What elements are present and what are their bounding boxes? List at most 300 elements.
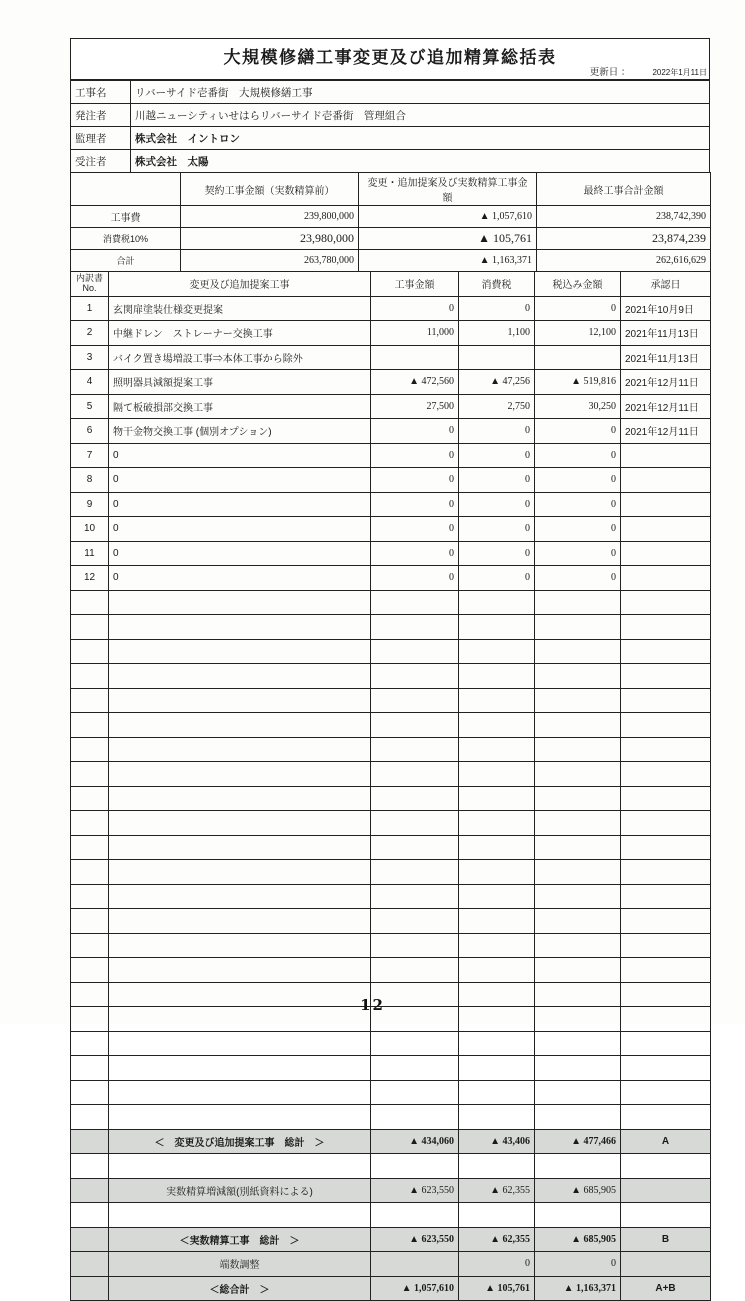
blank-cell [371,590,459,615]
table-row [71,228,711,250]
totals-row-actual-adjust [71,1178,711,1203]
blank-row [71,762,711,787]
blank-cell [371,933,459,958]
blank-cell [459,835,535,860]
cell-amount: 0 [371,517,459,542]
cell-name: 中継ドレン ストレーナー交換工事 [109,321,371,346]
table-row [71,492,711,517]
table-row [71,370,711,395]
info-label-3: 受注者 [71,150,131,173]
cell-date: 2021年12月11日 [621,394,711,419]
summary-final-1: 23,874,239 [537,228,711,250]
spacer-cell [535,1203,621,1228]
actual-adjust-spacer [71,1178,109,1203]
cell-tax: 0 [459,443,535,468]
blank-cell [535,590,621,615]
blank-cell [71,835,109,860]
summary-final-0: 238,742,390 [537,206,711,228]
blank-cell [109,615,371,640]
blank-cell [71,615,109,640]
blank-cell [621,909,711,934]
rounding-tag [621,1252,711,1277]
blank-cell [71,639,109,664]
rounding-spacer [71,1252,109,1277]
blank-cell [71,590,109,615]
cell-total: 0 [535,541,621,566]
blank-row [71,639,711,664]
cell-total: 0 [535,443,621,468]
spacer-cell [371,1154,459,1179]
summary-contract-2: 263,780,000 [181,250,359,272]
blank-cell [459,1056,535,1081]
header-no-line2: No. [75,284,104,293]
cell-tax: 0 [459,541,535,566]
blank-row [71,1031,711,1056]
blank-cell [109,958,371,983]
blank-cell [109,1031,371,1056]
project-info-table [70,80,710,173]
cell-total: 0 [535,492,621,517]
table-row [71,321,711,346]
blank-cell [535,664,621,689]
spacer-cell [71,1154,109,1179]
cell-name: バイク置き場増設工事⇒本体工事から除外 [109,345,371,370]
cell-name: 0 [109,541,371,566]
blank-cell [109,786,371,811]
blank-cell [371,615,459,640]
info-value-2: 株式会社 イントロン [131,127,710,150]
blank-cell [109,737,371,762]
cell-total: 0 [535,517,621,542]
blank-cell [371,860,459,885]
cell-date [621,566,711,591]
cell-name: 玄関扉塗装仕様変更提案 [109,296,371,321]
blank-cell [109,909,371,934]
cell-tax: 0 [459,492,535,517]
cell-no: 1 [71,296,109,321]
totals-row-grand [71,1276,711,1301]
cell-name: 0 [109,517,371,542]
summary-sheet [70,38,710,1301]
summary-label-1: 消費税10% [71,228,181,250]
cell-no: 5 [71,394,109,419]
blank-cell [109,664,371,689]
blank-row [71,615,711,640]
blank-cell [621,639,711,664]
summary-change-0: ▲ 1,057,610 [359,206,537,228]
cell-name: 0 [109,566,371,591]
table-row [71,419,711,444]
blank-cell [371,737,459,762]
cell-total: 0 [535,468,621,493]
blank-cell [109,713,371,738]
cell-date: 2021年11月13日 [621,345,711,370]
blank-cell [459,786,535,811]
totals-row-actual [71,1227,711,1252]
grand-spacer [71,1276,109,1301]
cell-date [621,468,711,493]
blank-cell [109,933,371,958]
cell-no: 6 [71,419,109,444]
cell-tax: 1,100 [459,321,535,346]
header-name: 変更及び追加提案工事 [109,272,371,297]
spacer-cell [71,1203,109,1228]
blank-cell [459,811,535,836]
blank-cell [535,933,621,958]
blank-cell [371,786,459,811]
blank-cell [621,688,711,713]
info-value-3: 株式会社 太陽 [131,150,710,173]
blank-row [71,590,711,615]
cell-date: 2021年10月9日 [621,296,711,321]
header-approval: 承認日 [621,272,711,297]
grand-tax: ▲ 105,761 [459,1276,535,1301]
rounding-tax: 0 [459,1252,535,1277]
blank-cell [459,1080,535,1105]
actual-adjust-tax: ▲ 62,355 [459,1178,535,1203]
header-amount: 工事金額 [371,272,459,297]
blank-cell [371,909,459,934]
blank-cell [71,909,109,934]
cell-amount: ▲ 472,560 [371,370,459,395]
blank-row [71,860,711,885]
blank-row [71,811,711,836]
actual-adjust-amount: ▲ 623,550 [371,1178,459,1203]
totals-actual-amount: ▲ 623,550 [371,1227,459,1252]
spacer-cell [621,1154,711,1179]
blank-cell [109,1080,371,1105]
blank-cell [621,811,711,836]
actual-adjust-label: 実数精算増減額(別紙資料による) [109,1178,371,1203]
cell-no: 12 [71,566,109,591]
blank-cell [535,688,621,713]
table-row [71,541,711,566]
cell-name: 物干金物交換工事 (個別オプション) [109,419,371,444]
spacer-cell [535,1154,621,1179]
cell-name: 0 [109,443,371,468]
table-row [71,104,710,127]
blank-cell [535,835,621,860]
cell-tax: 0 [459,566,535,591]
summary-change-2: ▲ 1,163,371 [359,250,537,272]
summary-change-1: ▲ 105,761 [359,228,537,250]
blank-cell [109,1105,371,1130]
blank-cell [371,811,459,836]
blank-cell [109,688,371,713]
blank-cell [71,884,109,909]
blank-cell [71,958,109,983]
blank-row [71,884,711,909]
blank-cell [621,1105,711,1130]
blank-cell [71,737,109,762]
spacer-cell [459,1203,535,1228]
cell-no: 9 [71,492,109,517]
grand-label: ＜総合計 ＞ [109,1276,371,1301]
blank-cell [459,1105,535,1130]
blank-cell [71,713,109,738]
table-row [71,443,711,468]
actual-adjust-total: ▲ 685,905 [535,1178,621,1203]
blank-cell [109,762,371,787]
cell-name: 0 [109,468,371,493]
blank-cell [535,860,621,885]
blank-cell [459,688,535,713]
blank-cell [535,909,621,934]
update-date-value: 2022年1月11日 [652,67,707,78]
cell-no: 8 [71,468,109,493]
blank-cell [621,1031,711,1056]
rounding-amount [371,1252,459,1277]
grand-tag: A+B [621,1276,711,1301]
blank-cell [621,1080,711,1105]
table-row [71,206,711,228]
cell-total: 0 [535,419,621,444]
blank-cell [459,762,535,787]
summary-contract-1: 23,980,000 [181,228,359,250]
blank-cell [71,1031,109,1056]
info-label-2: 監理者 [71,127,131,150]
header-total: 税込み金額 [535,272,621,297]
cell-tax: 0 [459,517,535,542]
blank-row [71,958,711,983]
blank-cell [621,737,711,762]
totals-proposal-tag: A [621,1129,711,1154]
totals-actual-total: ▲ 685,905 [535,1227,621,1252]
spacer-cell [621,1203,711,1228]
info-value-1: 川越ニューシティいせはらリバーサイド壱番街 管理組合 [131,104,710,127]
cell-date: 2021年12月11日 [621,370,711,395]
cell-total: ▲ 519,816 [535,370,621,395]
blank-cell [371,664,459,689]
cell-amount: 0 [371,468,459,493]
totals-proposal-total: ▲ 477,466 [535,1129,621,1154]
cell-amount: 11,000 [371,321,459,346]
blank-cell [459,909,535,934]
cell-date: 2021年12月11日 [621,419,711,444]
cell-tax: 0 [459,419,535,444]
cell-no: 11 [71,541,109,566]
blank-cell [621,590,711,615]
table-row [71,296,711,321]
table-row [71,468,711,493]
totals-table [70,1129,711,1301]
totals-actual-spacer [71,1227,109,1252]
cell-no: 7 [71,443,109,468]
summary-label-0: 工事費 [71,206,181,228]
spacer-cell [371,1203,459,1228]
blank-cell [71,860,109,885]
summary-label-2: 合計 [71,250,181,272]
table-row [71,517,711,542]
page-number: 12 [0,996,745,1014]
blank-cell [371,1056,459,1081]
spacer-row [71,1203,711,1228]
blank-cell [109,835,371,860]
blank-cell [71,1080,109,1105]
cell-name: 隔て板破損部交換工事 [109,394,371,419]
blank-row [71,933,711,958]
blank-cell [371,958,459,983]
blank-cell [459,737,535,762]
table-row [71,345,711,370]
blank-cell [535,958,621,983]
totals-proposal-tax: ▲ 43,406 [459,1129,535,1154]
blank-cell [535,1105,621,1130]
totals-actual-label: ＜実数精算工事 総計 ＞ [109,1227,371,1252]
update-date-label: 更新日 ： [590,64,631,78]
table-row [71,250,711,272]
blank-cell [459,933,535,958]
blank-cell [459,639,535,664]
blank-cell [535,713,621,738]
summary-header-2: 変更・追加提案及び実数精算工事金額 [359,173,537,206]
summary-header-1: 契約工事金額（実数精算前） [181,173,359,206]
blank-cell [71,688,109,713]
blank-cell [109,860,371,885]
blank-row [71,737,711,762]
blank-cell [71,933,109,958]
blank-cell [371,713,459,738]
spacer-cell [109,1154,371,1179]
blank-cell [71,1105,109,1130]
totals-row-proposal [71,1129,711,1154]
cell-no: 3 [71,345,109,370]
cell-amount: 0 [371,296,459,321]
blank-cell [535,1056,621,1081]
blank-cell [71,786,109,811]
page-title: 大規模修繕工事変更及び追加精算総括表 [71,43,709,68]
blank-cell [621,860,711,885]
blank-cell [371,884,459,909]
blank-cell [459,1031,535,1056]
table-row [71,127,710,150]
summary-header-3: 最終工事合計金額 [537,173,711,206]
cell-tax: ▲ 47,256 [459,370,535,395]
cell-date [621,492,711,517]
table-row [71,394,711,419]
cell-amount: 0 [371,492,459,517]
cell-total: 0 [535,296,621,321]
blank-cell [71,664,109,689]
cell-no: 4 [71,370,109,395]
cell-date [621,541,711,566]
header-tax: 消費税 [459,272,535,297]
cell-amount: 27,500 [371,394,459,419]
blank-row [71,713,711,738]
cell-date: 2021年11月13日 [621,321,711,346]
spacer-cell [109,1203,371,1228]
info-label-1: 発注者 [71,104,131,127]
cell-amount: 0 [371,443,459,468]
cell-date [621,443,711,468]
blank-cell [459,664,535,689]
blank-cell [371,1031,459,1056]
blank-cell [109,639,371,664]
header-no-line1: 内訳書 [75,274,104,283]
contract-summary-table [70,172,711,272]
blank-cell [459,615,535,640]
cell-amount: 0 [371,419,459,444]
blank-row [71,1105,711,1130]
blank-cell [371,835,459,860]
cell-total [535,345,621,370]
summary-contract-0: 239,800,000 [181,206,359,228]
cell-amount: 0 [371,541,459,566]
blank-cell [535,786,621,811]
blank-cell [535,639,621,664]
blank-cell [621,1056,711,1081]
cell-amount: 0 [371,566,459,591]
cell-no: 10 [71,517,109,542]
blank-cell [535,811,621,836]
blank-row [71,1080,711,1105]
blank-cell [371,639,459,664]
summary-final-2: 262,616,629 [537,250,711,272]
blank-cell [109,1056,371,1081]
totals-proposal-label: ＜ 変更及び追加提案工事 総計 ＞ [109,1129,371,1154]
blank-cell [621,786,711,811]
table-row [71,150,710,173]
spacer-cell [459,1154,535,1179]
blank-cell [621,713,711,738]
blank-cell [621,884,711,909]
spacer-row [71,1154,711,1179]
blank-cell [109,590,371,615]
cell-tax: 0 [459,296,535,321]
blank-cell [535,884,621,909]
totals-proposal-spacer [71,1129,109,1154]
blank-cell [109,811,371,836]
totals-actual-tag: B [621,1227,711,1252]
blank-cell [535,1031,621,1056]
blank-cell [371,688,459,713]
blank-cell [535,737,621,762]
blank-cell [71,762,109,787]
header-no [71,272,109,297]
blank-row [71,835,711,860]
blank-row [71,786,711,811]
blank-cell [535,615,621,640]
cell-total: 12,100 [535,321,621,346]
table-header-row [71,173,711,206]
rounding-label: 端数調整 [109,1252,371,1277]
grand-total: ▲ 1,163,371 [535,1276,621,1301]
blank-row [71,1056,711,1081]
cell-total: 30,250 [535,394,621,419]
table-row [71,81,710,104]
cell-amount [371,345,459,370]
cell-total: 0 [535,566,621,591]
blank-cell [535,1080,621,1105]
blank-cell [535,762,621,787]
blank-cell [109,884,371,909]
table-row [71,566,711,591]
title-box [70,38,710,80]
cell-name: 照明器具減額提案工事 [109,370,371,395]
rounding-total: 0 [535,1252,621,1277]
summary-header-0 [71,173,181,206]
cell-no: 2 [71,321,109,346]
totals-actual-tax: ▲ 62,355 [459,1227,535,1252]
blank-row [71,664,711,689]
blank-cell [459,590,535,615]
blank-cell [621,762,711,787]
totals-row-rounding [71,1252,711,1277]
blank-cell [71,811,109,836]
blank-cell [459,860,535,885]
blank-cell [371,1080,459,1105]
update-date-row [590,64,707,78]
